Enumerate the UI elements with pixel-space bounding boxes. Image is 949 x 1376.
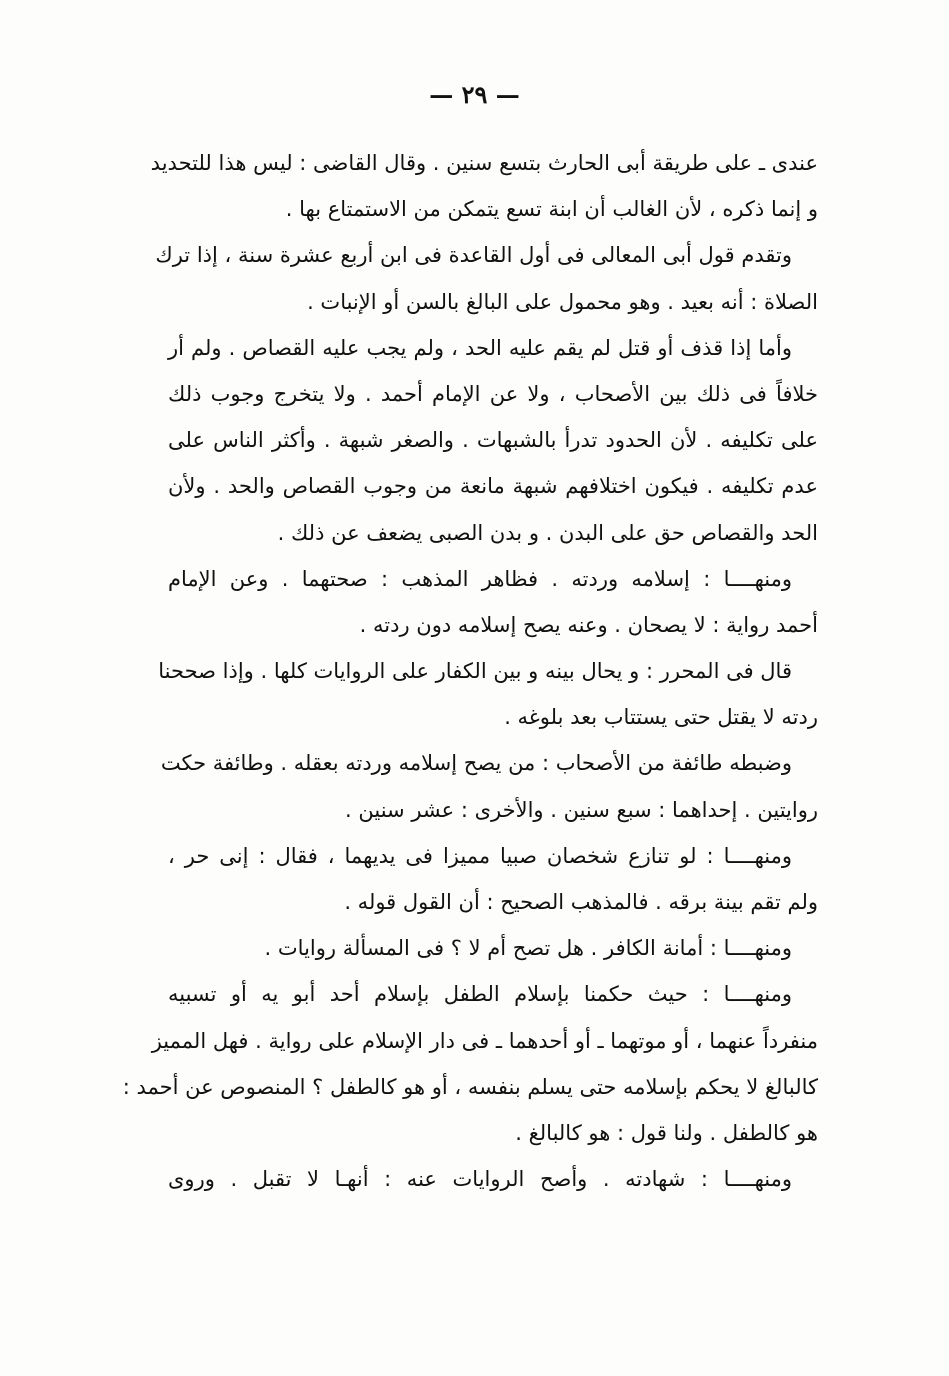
text-line: ولم تقم بينة برقه . فالمذهب الصحيح : أن القول قوله .	[344, 890, 818, 914]
text-line: الحد والقصاص حق على البدن . و بدن الصبى يضعف عن ذلك .	[277, 520, 818, 545]
text-line: منفرداً عنهما ، أو موتهما ـ أو أحدهما ـ فى دار الإسلام على رواية . فهل المميز	[151, 1028, 818, 1053]
text-line: روايتين . إحداهما : سبع سنين . والأخرى : عشر سنين .	[345, 797, 818, 822]
text-line: عندى ـ على طريقة أبى الحارث بتسع سنين . وقال القاضى : ليس هذا للتحديد	[150, 151, 818, 175]
text-line: أحمد رواية : لا يصحان . وعنه يصح إسلامه دون ردته .	[359, 612, 818, 637]
text-line: وتقدم قول أبى المعالى فى أول القاعدة فى ابن أربع عشرة سنة ، إذا ترك	[155, 243, 792, 268]
text-line: ومنهــــا : حيث حكمنا بإسلام الطفل بإسلام أحد أبو يه أو تسبيه	[168, 982, 792, 1007]
text-line: ومنهــــا : أمانة الكافر . هل تصح أم لا ؟ فى المسألة روايات .	[264, 936, 792, 961]
body-text	[122, 140, 818, 1202]
text-line: قال فى المحرر : و يحال بينه و بين الكفار على الروايات كلها . وإذا صححنا	[158, 659, 792, 684]
text-line: و إنما ذكره ، لأن الغالب أن ابنة تسع يتمكن من الاستمتاع بها .	[285, 197, 818, 222]
text-line: ومنهــــا : شهادته . وأصح الروايات عنه : أنهـا لا تقبل . وروى	[168, 1167, 792, 1192]
text-line: الصلاة : أنه بعيد . وهو محمول على البالغ بالسن أو الإنبات .	[307, 289, 818, 314]
text-line: ومنهــــا : لو تنازع شخصان صبيا مميزا فى يديهما ، فقال : إنى حر ،	[168, 843, 792, 868]
text-line: خلافاً فى ذلك بين الأصحاب ، ولا عن الإمام أحمد . ولا يتخرج وجوب ذلك	[168, 381, 818, 406]
text-line: هو كالطفل . ولنا قول : هو كالبالغ .	[515, 1120, 818, 1145]
text-line: ومنهــــا : إسلامه وردته . فظاهر المذهب : صحتهما . وعن الإمام	[168, 566, 792, 591]
text-line: ردته لا يقتل حتى يستتاب بعد بلوغه .	[504, 705, 818, 730]
text-line: وأما إذا قذف أو قتل لم يقم عليه الحد ، ولم يجب عليه القصاص . ولم أر	[168, 335, 792, 360]
text-line: على تكليفه . لأن الحدود تدرأ بالشبهات . والصغر شبهة . وأكثر الناس على	[168, 428, 818, 453]
text-line: وضبطه طائفة من الأصحاب : من يصح إسلامه وردته بعقله . وطائفة حكت	[160, 751, 792, 776]
text-line: عدم تكليفه . فيكون اختلافهم شبهة مانعة من وجوب القصاص والحد . ولأن	[168, 474, 818, 499]
text-line: كالبالغ لا يحكم بإسلامه حتى يسلم بنفسه ، أو هو كالطفل ؟ المنصوص عن أحمد :	[122, 1074, 818, 1099]
page-number: — ٢٩ —	[429, 80, 520, 109]
